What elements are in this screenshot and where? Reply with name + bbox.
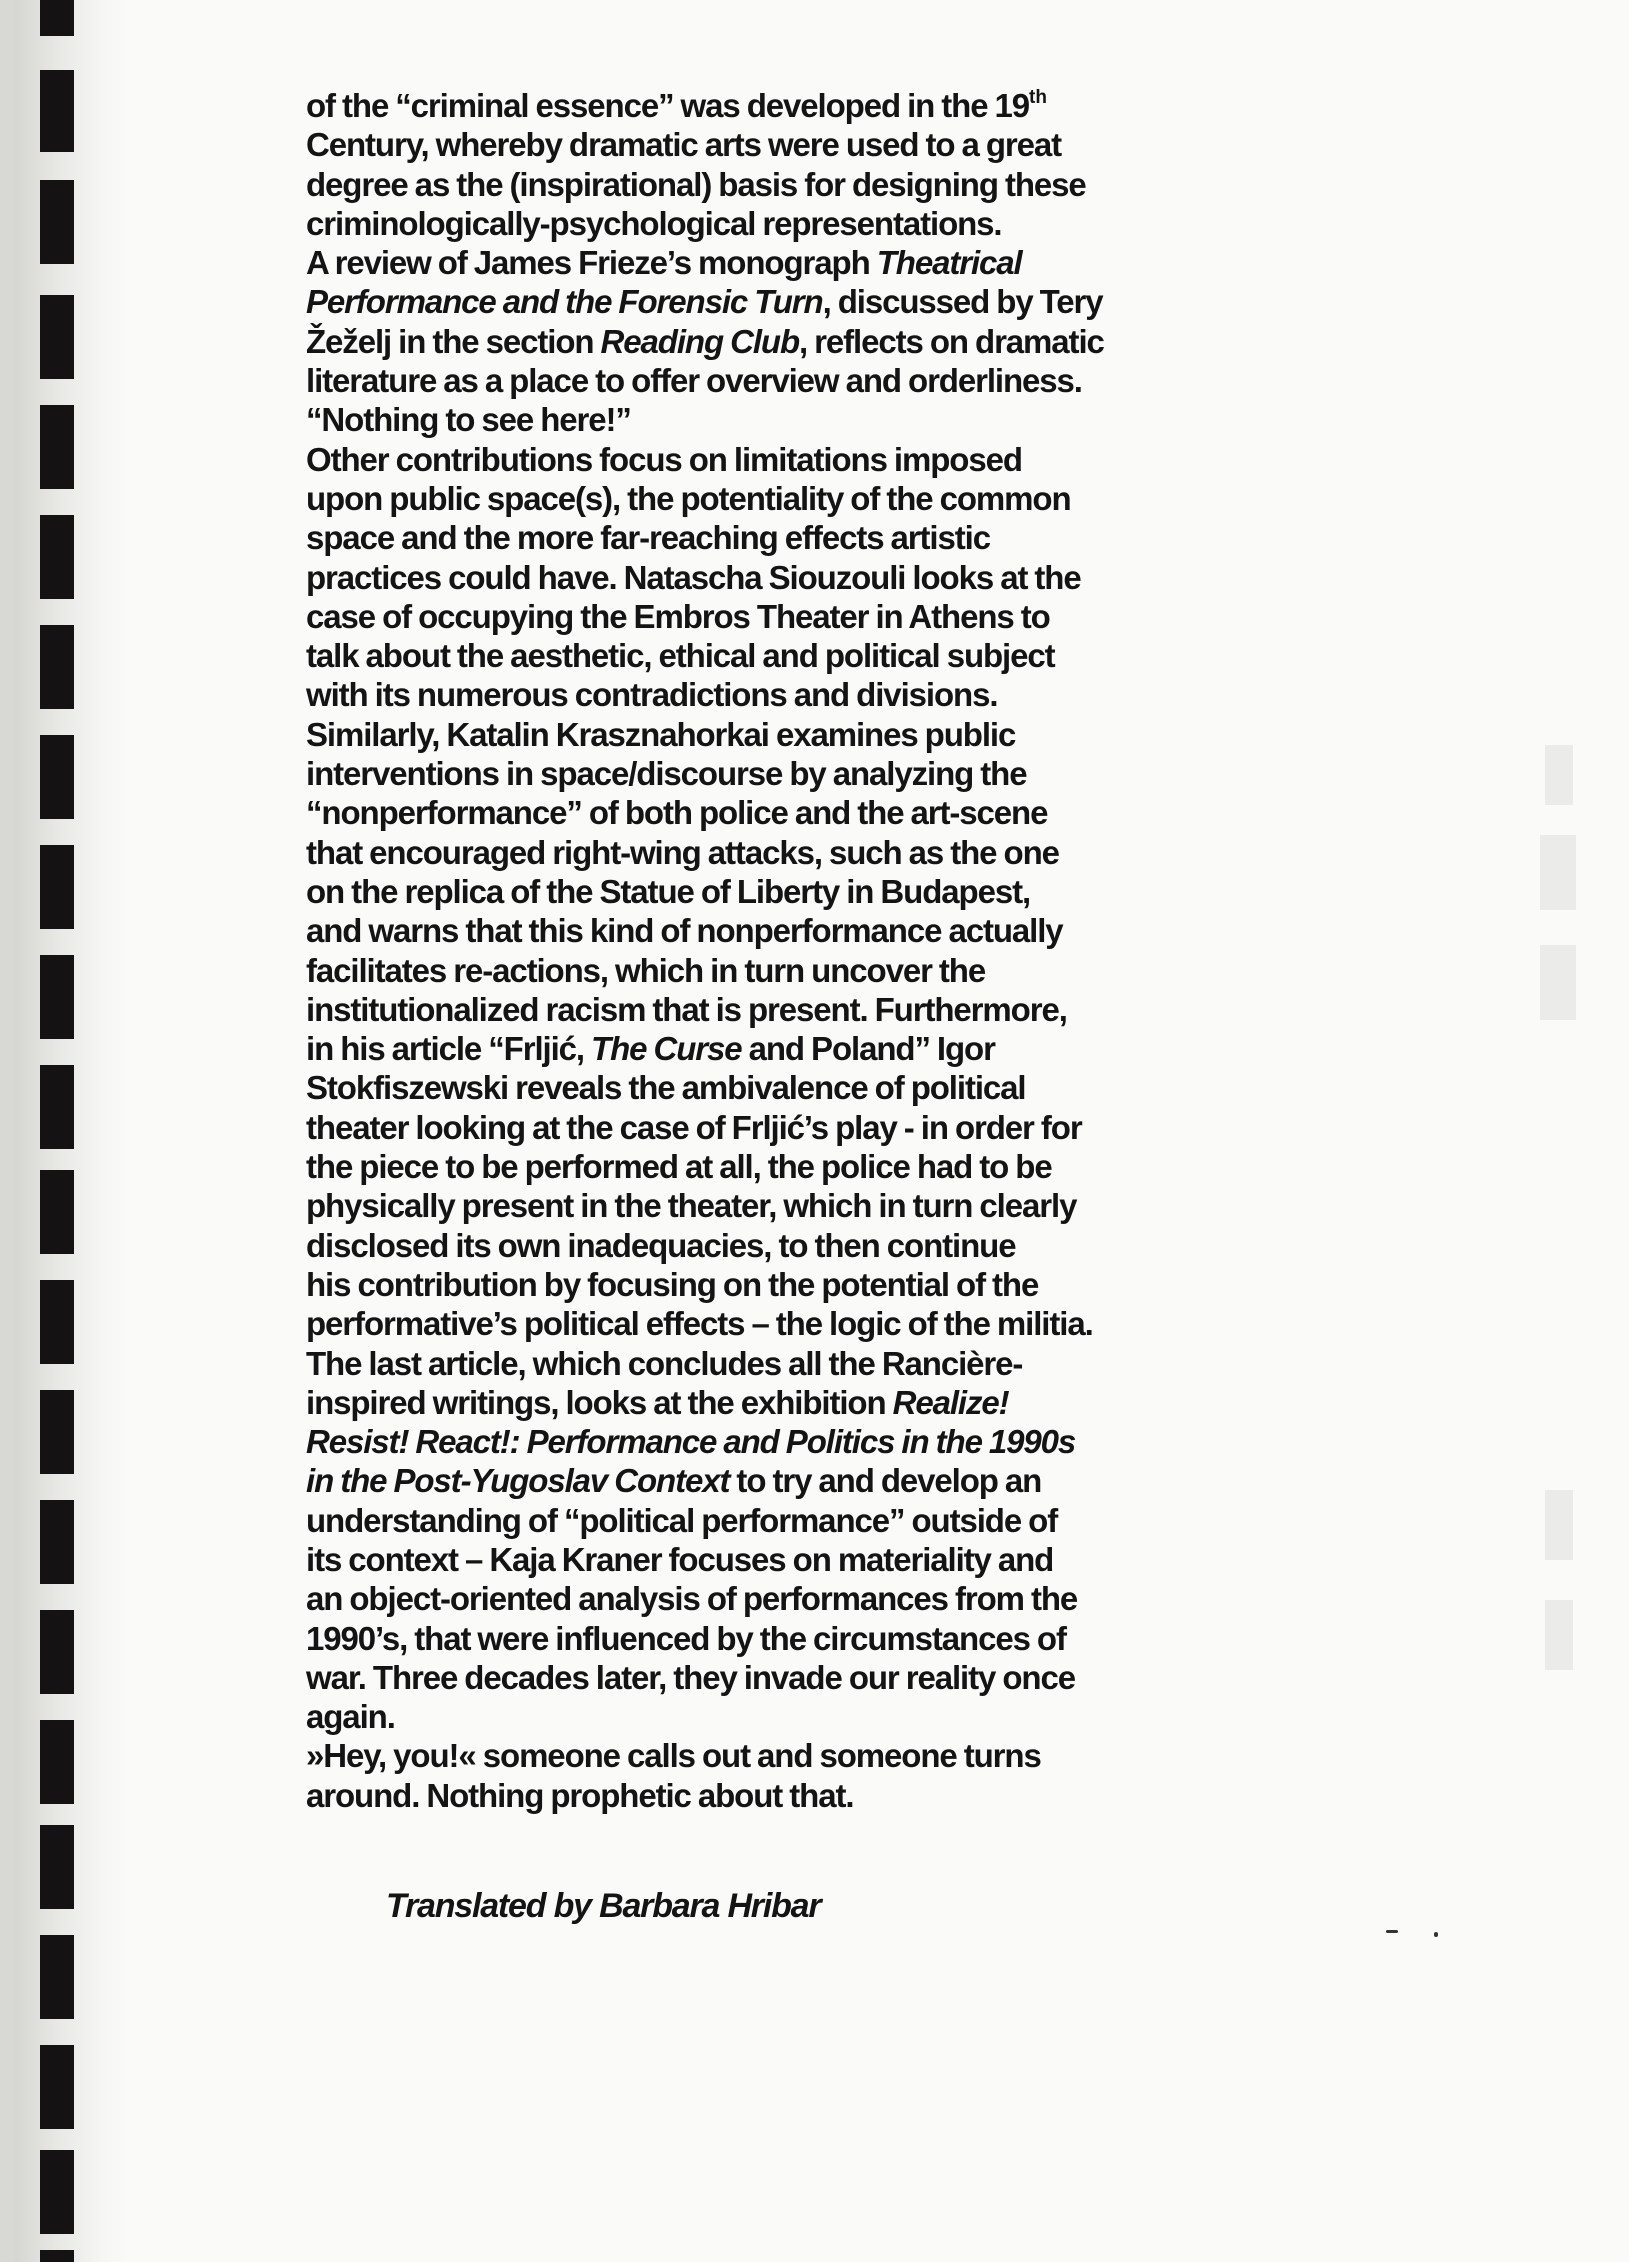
- text-line: his contribution by focusing on the potential of the: [306, 1265, 1039, 1303]
- binding-mark: [40, 1280, 74, 1364]
- binding-mark: [40, 515, 74, 599]
- text-line: theater looking at the case of Frljić’s play - in order for: [306, 1108, 1082, 1146]
- binding-mark: [40, 1170, 74, 1254]
- binding-mark: [40, 2045, 74, 2129]
- text-line: an object-oriented analysis of performances from the: [306, 1580, 1078, 1618]
- text-line: and warns that this kind of nonperformance actually: [306, 912, 1063, 950]
- text-line: talk about the aesthetic, ethical and political subject: [306, 637, 1055, 675]
- body-text: [306, 86, 1286, 1815]
- bleed-through-block: [1545, 1490, 1573, 1560]
- text-line: again.: [306, 1698, 395, 1736]
- binding-mark: [40, 1825, 74, 1909]
- text-line: literature as a place to offer overview and orderliness.: [306, 362, 1082, 400]
- print-speck: [1434, 1932, 1438, 1937]
- binding-mark: [40, 735, 74, 819]
- bleed-through-block: [1545, 1600, 1573, 1670]
- binding-mark: [40, 405, 74, 489]
- text-line: disclosed its own inadequacies, to then continue: [306, 1226, 1016, 1264]
- binding-mark: [40, 1390, 74, 1474]
- text-line: Performance and the Forensic Turn, discussed by Tery: [306, 283, 1103, 321]
- bleed-through-block: [1540, 945, 1576, 1020]
- text-line: interventions in space/discourse by analyzing the: [306, 755, 1027, 793]
- text-line: understanding of “political performance” outside of: [306, 1501, 1058, 1539]
- text-line: of the “criminal essence” was developed in the 19th: [306, 87, 1047, 124]
- text-line: “Nothing to see here!”: [306, 401, 631, 439]
- bleed-through-block: [1545, 745, 1573, 805]
- text-line: practices could have. Natascha Siouzouli looks at the: [306, 558, 1081, 596]
- binding-mark: [40, 0, 74, 36]
- binding-mark: [40, 1720, 74, 1804]
- binding-mark: [40, 845, 74, 929]
- binding-mark: [40, 2250, 74, 2262]
- text-line: Stokfiszewski reveals the ambivalence of political: [306, 1069, 1026, 1107]
- text-line: The last article, which concludes all the Rancière-: [306, 1344, 1023, 1382]
- text-line: Resist! React!: Performance and Politics in the 1990s: [306, 1423, 1076, 1461]
- text-line: war. Three decades later, they invade our reality once: [306, 1658, 1075, 1696]
- text-line: the piece to be performed at all, the police had to be: [306, 1148, 1052, 1186]
- text-line: “nonperformance” of both police and the art-scene: [306, 794, 1048, 832]
- text-line: A review of James Frieze’s monograph Theatrical: [306, 244, 1022, 282]
- translator-credit: Translated by Barbara Hribar: [386, 1887, 821, 1925]
- text-line: Similarly, Katalin Krasznahorkai examines public: [306, 715, 1016, 753]
- binding-mark: [40, 70, 74, 152]
- text-line: »Hey, you!« someone calls out and someone turns: [306, 1737, 1041, 1775]
- binding-mark: [40, 625, 74, 709]
- text-line: with its numerous contradictions and divisions.: [306, 676, 998, 714]
- text-line: Žeželj in the section Reading Club, reflects on dramatic: [306, 322, 1104, 360]
- text-line: in his article “Frljić, The Curse and Poland” Igor: [306, 1030, 995, 1068]
- binding-mark: [40, 1610, 74, 1694]
- binding-mark: [40, 1065, 74, 1149]
- text-line: that encouraged right-wing attacks, such as the one: [306, 833, 1059, 871]
- text-line: space and the more far-reaching effects artistic: [306, 519, 990, 557]
- binding-mark: [40, 1500, 74, 1584]
- text-line: inspired writings, looks at the exhibition Realize!: [306, 1383, 1009, 1421]
- text-line: 1990’s, that were influenced by the circumstances of: [306, 1619, 1066, 1657]
- text-line: on the replica of the Statue of Liberty in Budapest,: [306, 872, 1031, 910]
- spiral-binding-marks: [40, 0, 76, 2262]
- text-line: its context – Kaja Kraner focuses on materiality and: [306, 1540, 1054, 1578]
- print-speck: [1386, 1930, 1398, 1933]
- bleed-through-block: [1540, 835, 1576, 910]
- text-line: facilitates re-actions, which in turn uncover the: [306, 951, 986, 989]
- binding-mark: [40, 955, 74, 1039]
- text-line: criminologically-psychological representations.: [306, 204, 1002, 242]
- binding-mark: [40, 2150, 74, 2234]
- text-line: physically present in the theater, which in turn clearly: [306, 1187, 1077, 1225]
- binding-mark: [40, 295, 74, 379]
- text-line: institutionalized racism that is present. Furthermore,: [306, 990, 1067, 1028]
- text-line: Other contributions focus on limitations imposed: [306, 440, 1022, 478]
- text-line: Century, whereby dramatic arts were used to a great: [306, 126, 1062, 164]
- text-line: in the Post-Yugoslav Context to try and develop an: [306, 1462, 1042, 1500]
- text-line: around. Nothing prophetic about that.: [306, 1776, 854, 1814]
- page-edge: [0, 0, 14, 2262]
- text-line: degree as the (inspirational) basis for designing these: [306, 165, 1086, 203]
- binding-mark: [40, 1935, 74, 2019]
- text-line: performative’s political effects – the logic of the militia.: [306, 1305, 1093, 1343]
- text-line: case of occupying the Embros Theater in Athens to: [306, 597, 1050, 635]
- text-line: upon public space(s), the potentiality of the common: [306, 479, 1071, 517]
- binding-mark: [40, 180, 74, 264]
